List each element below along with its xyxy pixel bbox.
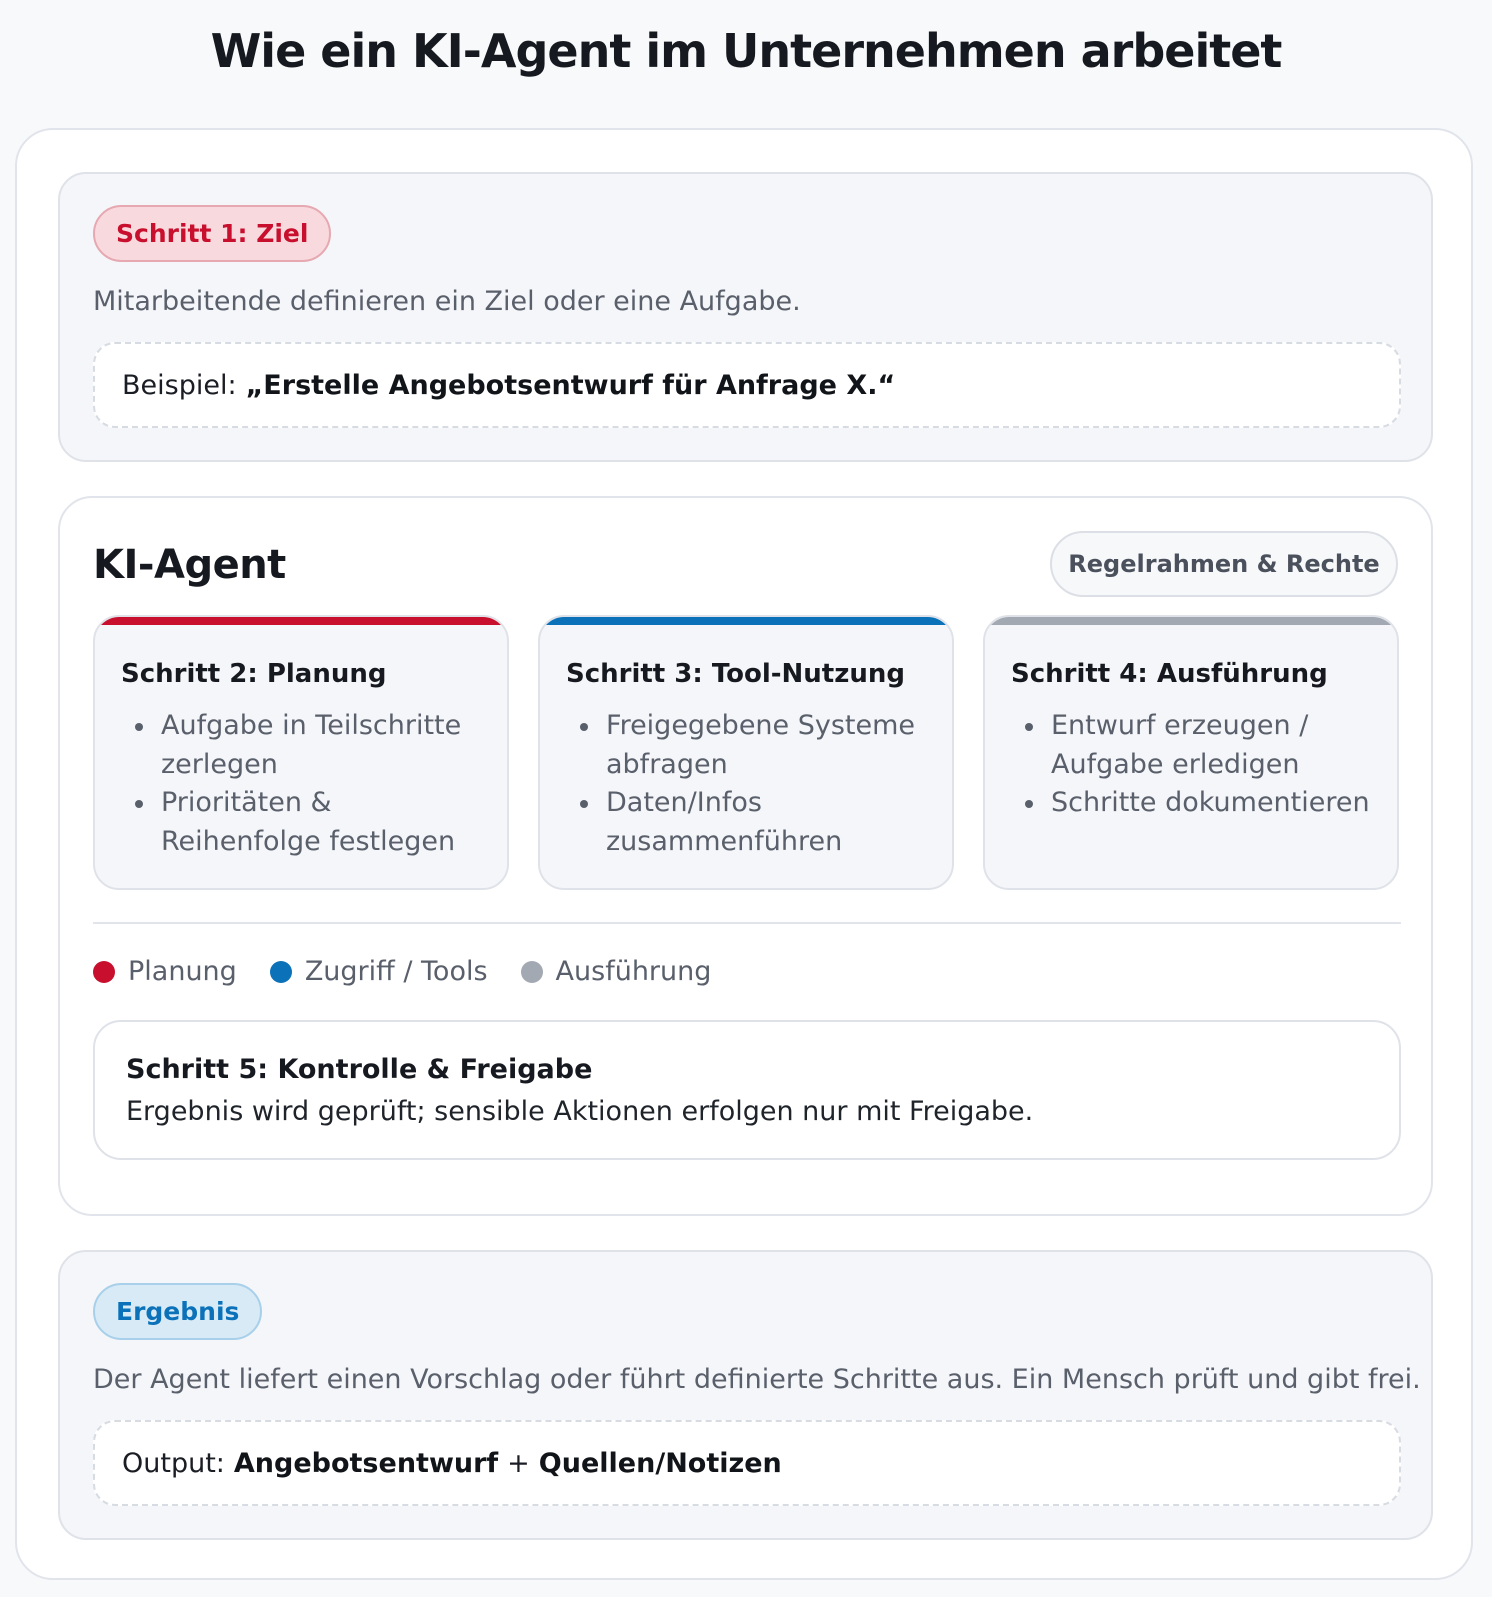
control-box xyxy=(93,1020,1401,1160)
step1-badge: Schritt 1: Ziel xyxy=(93,205,331,262)
step-accent-bar xyxy=(95,617,507,625)
output-part1: Angebotsentwurf xyxy=(233,1447,499,1479)
list-item: Prioritäten & Reihenfolge festlegen xyxy=(121,784,491,861)
step-accent-bar xyxy=(985,617,1397,625)
legend-item-tools: Zugriff / Tools xyxy=(270,956,488,987)
goal-description: Mitarbeitende definieren ein Ziel oder eine Aufgabe. xyxy=(93,286,801,317)
result-output xyxy=(93,1420,1401,1506)
list-item: Schritte dokumentieren xyxy=(1011,784,1381,823)
step-title: Schritt 3: Tool-Nutzung xyxy=(566,659,906,689)
divider xyxy=(93,922,1401,924)
list-item: Freigegebene Systeme abfragen xyxy=(566,707,936,784)
output-part2: Quellen/Notizen xyxy=(538,1447,782,1479)
step-title: Schritt 2: Planung xyxy=(121,659,387,689)
step-list xyxy=(121,707,491,861)
result-badge: Ergebnis xyxy=(93,1283,262,1340)
legend-item-execution: Ausführung xyxy=(521,956,712,987)
control-text: Ergebnis wird geprüft; sensible Aktionen erfolgen nur mit Freigabe. xyxy=(126,1096,1034,1127)
legend xyxy=(93,956,744,987)
step-card-planning xyxy=(93,615,509,890)
legend-item-planning: Planung xyxy=(93,956,237,987)
step-list xyxy=(566,707,936,861)
bullet-icon xyxy=(1025,723,1033,731)
step-card-execution xyxy=(983,615,1399,890)
diagram-container xyxy=(15,128,1473,1580)
step-card-tools xyxy=(538,615,954,890)
legend-dot-icon xyxy=(93,961,115,983)
example-prefix: Beispiel: xyxy=(122,369,237,401)
bullet-icon xyxy=(135,723,143,731)
bullet-icon xyxy=(1025,800,1033,808)
step-title: Schritt 4: Ausführung xyxy=(1011,659,1328,689)
list-item: Entwurf erzeugen / Aufgabe erledigen xyxy=(1011,707,1381,784)
goal-panel xyxy=(58,172,1433,462)
list-item: Daten/Infos zusammenführen xyxy=(566,784,936,861)
page-title: Wie ein KI-Agent im Unternehmen arbeitet xyxy=(210,24,1282,78)
agent-panel xyxy=(58,496,1433,1216)
bullet-icon xyxy=(580,800,588,808)
goal-example xyxy=(93,342,1401,428)
example-text: „Erstelle Angebotsentwurf für Anfrage X.“ xyxy=(245,369,896,401)
step-accent-bar xyxy=(540,617,952,625)
bullet-icon xyxy=(580,723,588,731)
legend-dot-icon xyxy=(270,961,292,983)
result-panel xyxy=(58,1250,1433,1540)
output-plus: + xyxy=(507,1447,530,1479)
output-prefix: Output: xyxy=(122,1447,225,1479)
control-title: Schritt 5: Kontrolle & Freigabe xyxy=(126,1054,593,1085)
bullet-icon xyxy=(135,800,143,808)
agent-title: KI-Agent xyxy=(93,542,286,588)
result-description: Der Agent liefert einen Vorschlag oder führt definierte Schritte aus. Ein Mensch prüft und gibt frei. xyxy=(93,1364,1421,1395)
legend-dot-icon xyxy=(521,961,543,983)
rules-badge: Regelrahmen & Rechte xyxy=(1050,531,1398,597)
list-item: Aufgabe in Teilschritte zerlegen xyxy=(121,707,491,784)
step-list xyxy=(1011,707,1381,823)
